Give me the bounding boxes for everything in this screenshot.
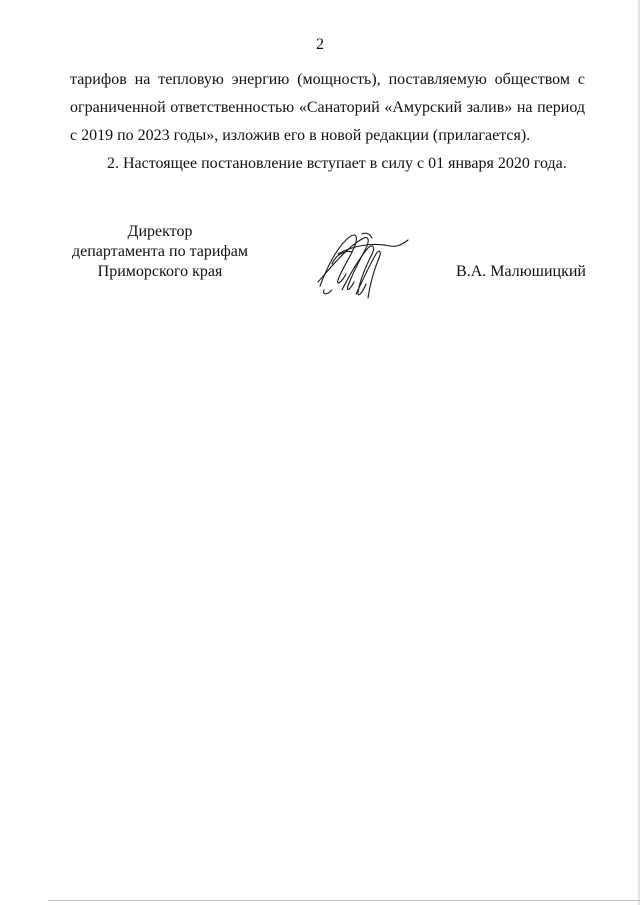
signatory-name: В.А. Малюшицкий <box>456 263 586 280</box>
paragraph-1-line: тарифов на тепловую энергию (мощность), поставляемую обществом с <box>70 71 585 88</box>
signatory-title-line: Приморского края <box>97 263 223 280</box>
paragraph-2: 2. Настоящее постановление вступает в силу с 01 января 2020 года. <box>107 155 567 172</box>
page-bottom-edge <box>48 900 640 901</box>
paragraph-1-line: с 2019 по 2023 годы», изложив его в новой редакции (прилагается). <box>70 127 531 144</box>
document-body <box>70 66 585 178</box>
signatory-title-line: Директор <box>127 223 193 240</box>
signature-block <box>0 222 640 312</box>
paragraph-1 <box>70 66 585 150</box>
page-number: 2 <box>316 36 324 53</box>
handwritten-signature-image <box>312 224 412 304</box>
signatory-title-line: департамента по тарифам <box>71 243 249 260</box>
signatory-title <box>40 222 280 282</box>
paragraph-1-line: ограниченной ответственностью «Санаторий «Амурский залив» на период <box>70 99 585 116</box>
